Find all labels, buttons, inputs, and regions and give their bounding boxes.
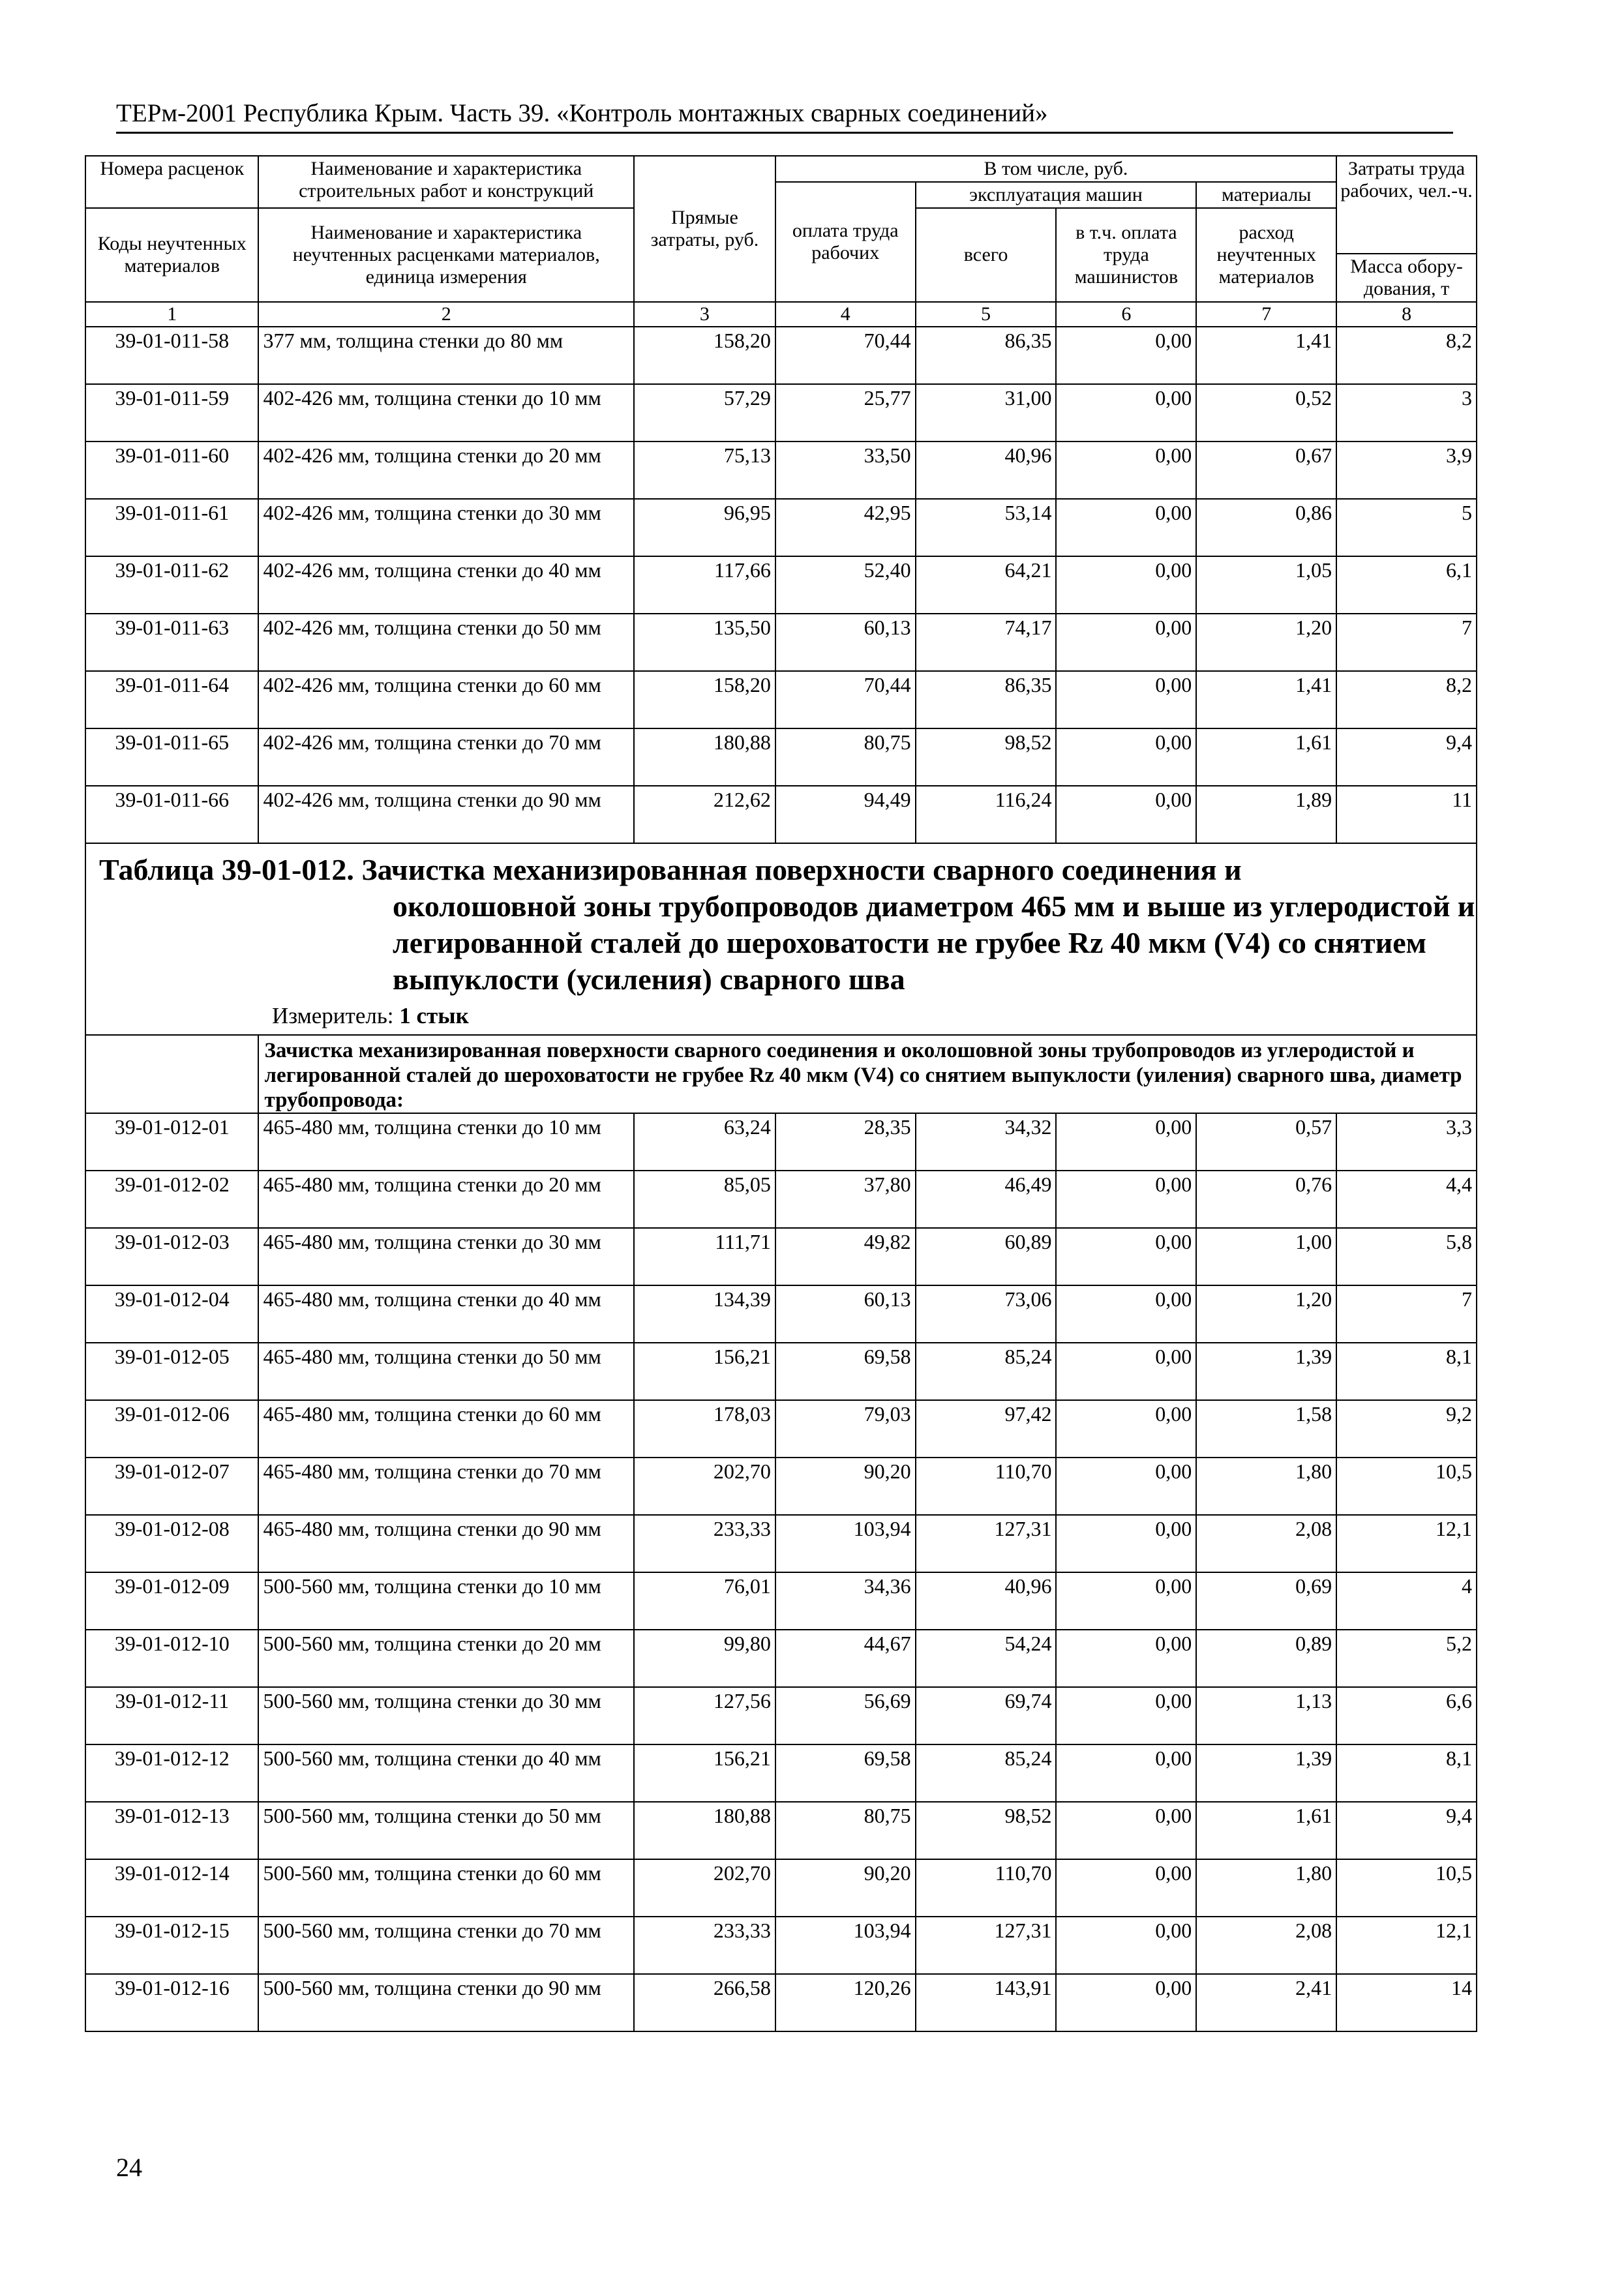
machines-total-cell: 64,21 xyxy=(916,556,1057,614)
equipment-mass-cell: 12,1 xyxy=(1336,1917,1477,1974)
equipment-mass-cell: 8,2 xyxy=(1336,327,1477,384)
table-row xyxy=(85,1572,1477,1630)
equipment-mass-cell: 5,8 xyxy=(1336,1228,1477,1285)
equipment-mass-cell: 11 xyxy=(1336,786,1477,843)
direct-costs-cell: 266,58 xyxy=(634,1974,775,2031)
machines-total-cell: 86,35 xyxy=(916,327,1057,384)
machinists-pay-cell: 0,00 xyxy=(1056,1400,1196,1458)
direct-costs-cell: 202,70 xyxy=(634,1458,775,1515)
table-row xyxy=(85,1630,1477,1687)
rate-code-cell: 39-01-012-02 xyxy=(85,1171,258,1228)
header-material-names: Наименование и характеристика неучтенных расценками материалов, единица измерения xyxy=(258,208,634,302)
description-cell: 500-560 мм, толщина стенки до 30 мм xyxy=(258,1687,634,1744)
header-material-consumption: расход неучтенных материалов xyxy=(1196,208,1336,302)
labor-pay-cell: 103,94 xyxy=(775,1917,916,1974)
group-subheader: Зачистка механизированная поверхности сварного соединения и околошовной зоны трубопроводов из углеродистой и легированной сталей до шероховатости не грубее Rz 40 мкм (V4) со снятием выпуклости (уиления) сварного шва, диаметр трубопровода: xyxy=(264,1039,1462,1112)
equipment-mass-cell: 3,9 xyxy=(1336,441,1477,499)
equipment-mass-cell: 3 xyxy=(1336,384,1477,441)
rate-code-cell: 39-01-012-05 xyxy=(85,1343,258,1400)
header-machines-total: всего xyxy=(916,208,1057,302)
machines-total-cell: 40,96 xyxy=(916,1572,1057,1630)
header-rate-numbers: Номера расценок xyxy=(85,156,258,208)
header-material-codes: Коды неучтенных материалов xyxy=(85,208,258,302)
table-row xyxy=(85,441,1477,499)
machinists-pay-cell: 0,00 xyxy=(1056,1515,1196,1572)
rate-code-cell: 39-01-011-65 xyxy=(85,728,258,786)
description-cell: 465-480 мм, толщина стенки до 90 мм xyxy=(258,1515,634,1572)
description-cell: 377 мм, толщина стенки до 80 мм xyxy=(258,327,634,384)
machines-total-cell: 34,32 xyxy=(916,1113,1057,1171)
machinists-pay-cell: 0,00 xyxy=(1056,1171,1196,1228)
labor-pay-cell: 90,20 xyxy=(775,1859,916,1917)
labor-pay-cell: 60,13 xyxy=(775,614,916,671)
labor-hours-cell: 0,52 xyxy=(1196,384,1336,441)
table-row xyxy=(85,671,1477,728)
labor-hours-cell: 1,61 xyxy=(1196,728,1336,786)
rows-table-012 xyxy=(85,1113,1477,2031)
direct-costs-cell: 178,03 xyxy=(634,1400,775,1458)
machinists-pay-cell: 0,00 xyxy=(1056,1285,1196,1343)
machines-total-cell: 85,24 xyxy=(916,1343,1057,1400)
rate-code-cell: 39-01-012-08 xyxy=(85,1515,258,1572)
labor-hours-cell: 0,57 xyxy=(1196,1113,1336,1171)
labor-hours-cell: 1,13 xyxy=(1196,1687,1336,1744)
machines-total-cell: 116,24 xyxy=(916,786,1057,843)
description-cell: 465-480 мм, толщина стенки до 20 мм xyxy=(258,1171,634,1228)
column-number: 1 xyxy=(85,302,258,327)
description-cell: 402-426 мм, толщина стенки до 90 мм xyxy=(258,786,634,843)
equipment-mass-cell: 3,3 xyxy=(1336,1113,1477,1171)
machinists-pay-cell: 0,00 xyxy=(1056,327,1196,384)
labor-hours-cell: 1,80 xyxy=(1196,1859,1336,1917)
rate-code-cell: 39-01-011-63 xyxy=(85,614,258,671)
machines-total-cell: 86,35 xyxy=(916,671,1057,728)
direct-costs-cell: 76,01 xyxy=(634,1572,775,1630)
description-cell: 402-426 мм, толщина стенки до 30 мм xyxy=(258,499,634,556)
caption-cell xyxy=(85,843,1477,1035)
labor-hours-cell: 1,58 xyxy=(1196,1400,1336,1458)
rate-code-cell: 39-01-012-04 xyxy=(85,1285,258,1343)
table-row xyxy=(85,1113,1477,1171)
direct-costs-cell: 233,33 xyxy=(634,1917,775,1974)
direct-costs-cell: 156,21 xyxy=(634,1744,775,1802)
direct-costs-cell: 233,33 xyxy=(634,1515,775,1572)
machinists-pay-cell: 0,00 xyxy=(1056,441,1196,499)
table-caption xyxy=(86,844,1476,998)
labor-pay-cell: 28,35 xyxy=(775,1113,916,1171)
labor-pay-cell: 49,82 xyxy=(775,1228,916,1285)
equipment-mass-cell: 9,2 xyxy=(1336,1400,1477,1458)
machinists-pay-cell: 0,00 xyxy=(1056,1113,1196,1171)
direct-costs-cell: 127,56 xyxy=(634,1687,775,1744)
rate-code-cell: 39-01-012-12 xyxy=(85,1744,258,1802)
rows-table-011 xyxy=(85,327,1477,843)
labor-pay-cell: 103,94 xyxy=(775,1515,916,1572)
labor-pay-cell: 60,13 xyxy=(775,1285,916,1343)
machinists-pay-cell: 0,00 xyxy=(1056,1228,1196,1285)
labor-hours-cell: 2,08 xyxy=(1196,1515,1336,1572)
equipment-mass-cell: 5,2 xyxy=(1336,1630,1477,1687)
machinists-pay-cell: 0,00 xyxy=(1056,1802,1196,1859)
description-cell: 465-480 мм, толщина стенки до 40 мм xyxy=(258,1285,634,1343)
description-cell: 402-426 мм, толщина стенки до 70 мм xyxy=(258,728,634,786)
description-cell: 465-480 мм, толщина стенки до 30 мм xyxy=(258,1228,634,1285)
machines-total-cell: 46,49 xyxy=(916,1171,1057,1228)
direct-costs-cell: 202,70 xyxy=(634,1859,775,1917)
header-machinists-pay: в т.ч. оплата труда машинистов xyxy=(1056,208,1196,302)
header-rule xyxy=(116,132,1453,134)
table-row xyxy=(85,1859,1477,1917)
equipment-mass-cell: 4 xyxy=(1336,1572,1477,1630)
machines-total-cell: 127,31 xyxy=(916,1917,1057,1974)
labor-hours-cell: 1,89 xyxy=(1196,786,1336,843)
page-number: 24 xyxy=(116,2153,142,2182)
description-cell: 402-426 мм, толщина стенки до 10 мм xyxy=(258,384,634,441)
table-row xyxy=(85,1515,1477,1572)
equipment-mass-cell: 8,1 xyxy=(1336,1343,1477,1400)
direct-costs-cell: 158,20 xyxy=(634,327,775,384)
equipment-mass-cell: 6,1 xyxy=(1336,556,1477,614)
description-cell: 500-560 мм, толщина стенки до 90 мм xyxy=(258,1974,634,2031)
column-number: 6 xyxy=(1056,302,1196,327)
labor-hours-cell: 1,41 xyxy=(1196,327,1336,384)
header-machines: эксплуатация машин xyxy=(916,182,1197,208)
table-row xyxy=(85,1687,1477,1744)
labor-hours-cell: 0,89 xyxy=(1196,1630,1336,1687)
labor-pay-cell: 56,69 xyxy=(775,1687,916,1744)
equipment-mass-cell: 7 xyxy=(1336,1285,1477,1343)
labor-hours-cell: 1,39 xyxy=(1196,1744,1336,1802)
equipment-mass-cell: 10,5 xyxy=(1336,1458,1477,1515)
machines-total-cell: 73,06 xyxy=(916,1285,1057,1343)
rate-code-cell: 39-01-011-64 xyxy=(85,671,258,728)
machines-total-cell: 143,91 xyxy=(916,1974,1057,2031)
description-cell: 402-426 мм, толщина стенки до 50 мм xyxy=(258,614,634,671)
meter-line xyxy=(86,998,1476,1034)
direct-costs-cell: 158,20 xyxy=(634,671,775,728)
table-row xyxy=(85,1171,1477,1228)
machines-total-cell: 98,52 xyxy=(916,1802,1057,1859)
labor-pay-cell: 34,36 xyxy=(775,1572,916,1630)
description-cell: 402-426 мм, толщина стенки до 40 мм xyxy=(258,556,634,614)
machines-total-cell: 127,31 xyxy=(916,1515,1057,1572)
labor-hours-cell: 0,86 xyxy=(1196,499,1336,556)
labor-pay-cell: 37,80 xyxy=(775,1171,916,1228)
description-cell: 402-426 мм, толщина стенки до 20 мм xyxy=(258,441,634,499)
rate-code-cell: 39-01-012-11 xyxy=(85,1687,258,1744)
description-cell: 500-560 мм, толщина стенки до 60 мм xyxy=(258,1859,634,1917)
direct-costs-cell: 212,62 xyxy=(634,786,775,843)
rate-code-cell: 39-01-011-61 xyxy=(85,499,258,556)
machines-total-cell: 69,74 xyxy=(916,1687,1057,1744)
direct-costs-cell: 135,50 xyxy=(634,614,775,671)
machinists-pay-cell: 0,00 xyxy=(1056,1458,1196,1515)
labor-hours-cell: 1,61 xyxy=(1196,1802,1336,1859)
labor-hours-cell: 1,05 xyxy=(1196,556,1336,614)
equipment-mass-cell: 10,5 xyxy=(1336,1859,1477,1917)
machines-total-cell: 40,96 xyxy=(916,441,1057,499)
description-cell: 465-480 мм, толщина стенки до 70 мм xyxy=(258,1458,634,1515)
header-direct-costs: Прямые затраты, руб. xyxy=(634,156,775,302)
machines-total-cell: 97,42 xyxy=(916,1400,1057,1458)
machinists-pay-cell: 0,00 xyxy=(1056,1630,1196,1687)
labor-hours-cell: 1,41 xyxy=(1196,671,1336,728)
column-number: 3 xyxy=(634,302,775,327)
labor-pay-cell: 79,03 xyxy=(775,1400,916,1458)
equipment-mass-cell: 8,2 xyxy=(1336,671,1477,728)
table-row xyxy=(85,499,1477,556)
equipment-mass-cell: 14 xyxy=(1336,1974,1477,2031)
direct-costs-cell: 63,24 xyxy=(634,1113,775,1171)
rate-code-cell: 39-01-012-06 xyxy=(85,1400,258,1458)
table-row xyxy=(85,1802,1477,1859)
header-materials: материалы xyxy=(1196,182,1336,208)
rate-code-cell: 39-01-012-14 xyxy=(85,1859,258,1917)
equipment-mass-cell: 8,1 xyxy=(1336,1744,1477,1802)
rate-code-cell: 39-01-011-66 xyxy=(85,786,258,843)
description-cell: 402-426 мм, толщина стенки до 60 мм xyxy=(258,671,634,728)
labor-hours-cell: 2,41 xyxy=(1196,1974,1336,2031)
labor-pay-cell: 90,20 xyxy=(775,1458,916,1515)
header-in-total: В том числе, руб. xyxy=(775,156,1336,182)
meter-label: Измеритель: xyxy=(272,1003,394,1028)
table-row xyxy=(85,556,1477,614)
running-header: ТЕРм-2001 Республика Крым. Часть 39. «Контроль монтажных сварных соединений» xyxy=(116,99,1048,127)
column-number: 2 xyxy=(258,302,634,327)
machinists-pay-cell: 0,00 xyxy=(1056,1859,1196,1917)
header-labor-hours: Затраты труда рабочих, чел.-ч. xyxy=(1336,156,1477,254)
labor-hours-cell: 2,08 xyxy=(1196,1917,1336,1974)
labor-pay-cell: 42,95 xyxy=(775,499,916,556)
direct-costs-cell: 180,88 xyxy=(634,728,775,786)
machines-total-cell: 110,70 xyxy=(916,1859,1057,1917)
description-cell: 465-480 мм, толщина стенки до 60 мм xyxy=(258,1400,634,1458)
machinists-pay-cell: 0,00 xyxy=(1056,499,1196,556)
labor-pay-cell: 52,40 xyxy=(775,556,916,614)
table-row xyxy=(85,1228,1477,1285)
table-row xyxy=(85,384,1477,441)
machinists-pay-cell: 0,00 xyxy=(1056,384,1196,441)
table-row xyxy=(85,1458,1477,1515)
subheader-cell xyxy=(258,1035,1477,1113)
labor-hours-cell: 1,80 xyxy=(1196,1458,1336,1515)
labor-pay-cell: 94,49 xyxy=(775,786,916,843)
table-row xyxy=(85,1917,1477,1974)
rate-code-cell: 39-01-011-60 xyxy=(85,441,258,499)
machines-total-cell: 110,70 xyxy=(916,1458,1057,1515)
description-cell: 500-560 мм, толщина стенки до 20 мм xyxy=(258,1630,634,1687)
direct-costs-cell: 180,88 xyxy=(634,1802,775,1859)
direct-costs-cell: 85,05 xyxy=(634,1171,775,1228)
caption-first-line: Зачистка механизированная поверхности сварного соединения и xyxy=(361,853,1242,886)
rate-code-cell: 39-01-012-01 xyxy=(85,1113,258,1171)
header-work-name: Наименование и характеристика строительных работ и конструкций xyxy=(258,156,634,208)
direct-costs-cell: 96,95 xyxy=(634,499,775,556)
rate-code-cell: 39-01-011-58 xyxy=(85,327,258,384)
header-labor-pay: оплата труда рабочих xyxy=(775,182,916,302)
machinists-pay-cell: 0,00 xyxy=(1056,786,1196,843)
table-row xyxy=(85,614,1477,671)
labor-hours-cell: 0,69 xyxy=(1196,1572,1336,1630)
labor-hours-cell: 1,20 xyxy=(1196,614,1336,671)
labor-pay-cell: 69,58 xyxy=(775,1343,916,1400)
machines-total-cell: 54,24 xyxy=(916,1630,1057,1687)
column-number: 8 xyxy=(1336,302,1477,327)
labor-pay-cell: 120,26 xyxy=(775,1974,916,2031)
labor-hours-cell: 1,00 xyxy=(1196,1228,1336,1285)
labor-pay-cell: 80,75 xyxy=(775,728,916,786)
table-row xyxy=(85,327,1477,384)
description-cell: 500-560 мм, толщина стенки до 50 мм xyxy=(258,1802,634,1859)
direct-costs-cell: 75,13 xyxy=(634,441,775,499)
column-numbers-row xyxy=(85,302,1477,327)
table-row xyxy=(85,1744,1477,1802)
direct-costs-cell: 134,39 xyxy=(634,1285,775,1343)
table-row xyxy=(85,1343,1477,1400)
machines-total-cell: 53,14 xyxy=(916,499,1057,556)
rate-code-cell: 39-01-012-07 xyxy=(85,1458,258,1515)
table-row xyxy=(85,1974,1477,2031)
direct-costs-cell: 57,29 xyxy=(634,384,775,441)
table-row xyxy=(85,786,1477,843)
table-row xyxy=(85,1400,1477,1458)
machinists-pay-cell: 0,00 xyxy=(1056,1572,1196,1630)
direct-costs-cell: 156,21 xyxy=(634,1343,775,1400)
labor-pay-cell: 80,75 xyxy=(775,1802,916,1859)
machinists-pay-cell: 0,00 xyxy=(1056,671,1196,728)
machinists-pay-cell: 0,00 xyxy=(1056,1744,1196,1802)
labor-pay-cell: 44,67 xyxy=(775,1630,916,1687)
caption-table-number: Таблица 39-01-012. xyxy=(99,853,354,886)
caption-continuation: околошовной зоны трубопроводов диаметром 465 мм и выше из углеродистой и легированной сталей до шероховатости не грубее Rz 40 мкм (V4) со снятием выпуклости (усиления) сварного шва xyxy=(393,890,1475,996)
machinists-pay-cell: 0,00 xyxy=(1056,556,1196,614)
column-number: 4 xyxy=(775,302,916,327)
meter-value: 1 стык xyxy=(399,1003,469,1028)
rate-code-cell: 39-01-012-13 xyxy=(85,1802,258,1859)
table-row xyxy=(85,728,1477,786)
rate-code-cell: 39-01-012-09 xyxy=(85,1572,258,1630)
labor-hours-cell: 0,67 xyxy=(1196,441,1336,499)
subheader-code-cell xyxy=(85,1035,258,1113)
machinists-pay-cell: 0,00 xyxy=(1056,614,1196,671)
rate-code-cell: 39-01-012-03 xyxy=(85,1228,258,1285)
column-number: 5 xyxy=(916,302,1057,327)
equipment-mass-cell: 5 xyxy=(1336,499,1477,556)
equipment-mass-cell: 4,4 xyxy=(1336,1171,1477,1228)
equipment-mass-cell: 7 xyxy=(1336,614,1477,671)
machines-total-cell: 85,24 xyxy=(916,1744,1057,1802)
equipment-mass-cell: 9,4 xyxy=(1336,728,1477,786)
description-cell: 500-560 мм, толщина стенки до 40 мм xyxy=(258,1744,634,1802)
column-number: 7 xyxy=(1196,302,1336,327)
equipment-mass-cell: 6,6 xyxy=(1336,1687,1477,1744)
labor-hours-cell: 0,76 xyxy=(1196,1171,1336,1228)
header-equipment-mass: Масса обору-дования, т xyxy=(1336,254,1477,302)
machinists-pay-cell: 0,00 xyxy=(1056,728,1196,786)
machinists-pay-cell: 0,00 xyxy=(1056,1974,1196,2031)
description-cell: 465-480 мм, толщина стенки до 10 мм xyxy=(258,1113,634,1171)
direct-costs-cell: 99,80 xyxy=(634,1630,775,1687)
labor-pay-cell: 69,58 xyxy=(775,1744,916,1802)
labor-pay-cell: 25,77 xyxy=(775,384,916,441)
rate-code-cell: 39-01-012-16 xyxy=(85,1974,258,2031)
labor-hours-cell: 1,20 xyxy=(1196,1285,1336,1343)
machinists-pay-cell: 0,00 xyxy=(1056,1917,1196,1974)
rate-code-cell: 39-01-011-62 xyxy=(85,556,258,614)
equipment-mass-cell: 9,4 xyxy=(1336,1802,1477,1859)
section-012-heading xyxy=(85,843,1477,1113)
direct-costs-cell: 117,66 xyxy=(634,556,775,614)
rate-code-cell: 39-01-012-10 xyxy=(85,1630,258,1687)
labor-pay-cell: 70,44 xyxy=(775,327,916,384)
equipment-mass-cell: 12,1 xyxy=(1336,1515,1477,1572)
machines-total-cell: 31,00 xyxy=(916,384,1057,441)
rate-code-cell: 39-01-011-59 xyxy=(85,384,258,441)
machinists-pay-cell: 0,00 xyxy=(1056,1687,1196,1744)
machines-total-cell: 60,89 xyxy=(916,1228,1057,1285)
direct-costs-cell: 111,71 xyxy=(634,1228,775,1285)
rates-table xyxy=(85,155,1477,2032)
description-cell: 465-480 мм, толщина стенки до 50 мм xyxy=(258,1343,634,1400)
table-row xyxy=(85,1285,1477,1343)
machinists-pay-cell: 0,00 xyxy=(1056,1343,1196,1400)
labor-pay-cell: 33,50 xyxy=(775,441,916,499)
table-header xyxy=(85,156,1477,327)
labor-pay-cell: 70,44 xyxy=(775,671,916,728)
description-cell: 500-560 мм, толщина стенки до 70 мм xyxy=(258,1917,634,1974)
rate-code-cell: 39-01-012-15 xyxy=(85,1917,258,1974)
machines-total-cell: 74,17 xyxy=(916,614,1057,671)
description-cell: 500-560 мм, толщина стенки до 10 мм xyxy=(258,1572,634,1630)
machines-total-cell: 98,52 xyxy=(916,728,1057,786)
labor-hours-cell: 1,39 xyxy=(1196,1343,1336,1400)
